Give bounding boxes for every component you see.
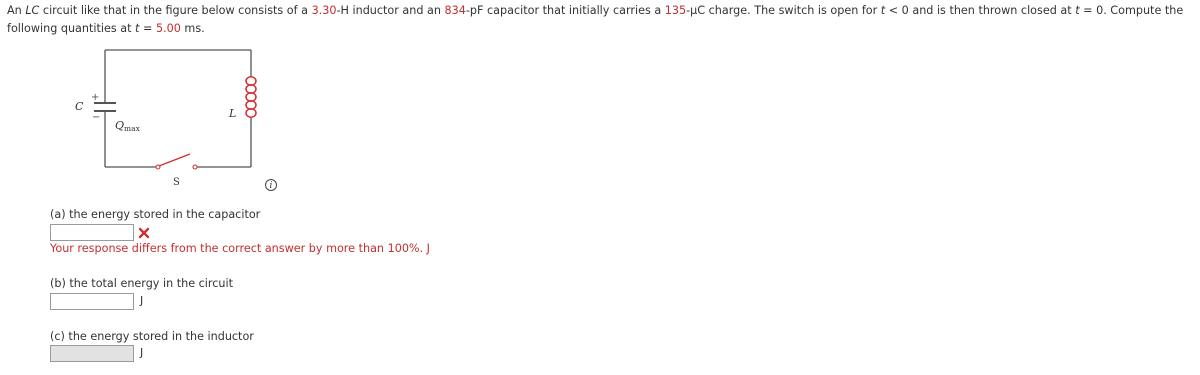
time-value: 5.00 (155, 22, 181, 35)
charge-label: Qmax (115, 119, 140, 133)
minus-sign: − (92, 112, 101, 123)
capacitor-label: C (75, 100, 84, 113)
switch-label: S (173, 177, 180, 188)
capacitance-value: 834 (444, 4, 466, 17)
lc-circuit-diagram (55, 40, 295, 200)
charge-value: 135 (664, 4, 687, 17)
part-c-input (50, 345, 134, 362)
part-a-feedback: Your response differs from the correct answer by more than 100%. J (50, 242, 430, 255)
plus-sign: + (91, 92, 100, 103)
inductance-value: 3.30 (311, 4, 337, 17)
problem-statement: An LC circuit like that in the figure below consists of a 3.30-H inductor and an 834-pF capacitor that initially carries a 135-μC charge. The switch is open for t < 0 and is then thrown closed at t = 0. Compute the following quantities at t = 5.00 ms. (7, 4, 1184, 35)
switch-symbol (156, 154, 197, 169)
part-b-label: (b) the total energy in the circuit (50, 277, 233, 290)
inductor-label: L (229, 107, 237, 120)
capacitor-symbol (94, 103, 116, 111)
part-c-unit: J (140, 346, 144, 359)
incorrect-x-icon (138, 227, 150, 239)
part-b-unit: J (140, 294, 144, 307)
info-icon[interactable]: i (265, 179, 277, 191)
part-c-label: (c) the energy stored in the inductor (50, 330, 254, 343)
part-b-input[interactable] (50, 293, 134, 310)
part-a-input[interactable] (50, 224, 134, 241)
part-a-label: (a) the energy stored in the capacitor (50, 208, 261, 221)
inductor-coil (246, 77, 256, 117)
